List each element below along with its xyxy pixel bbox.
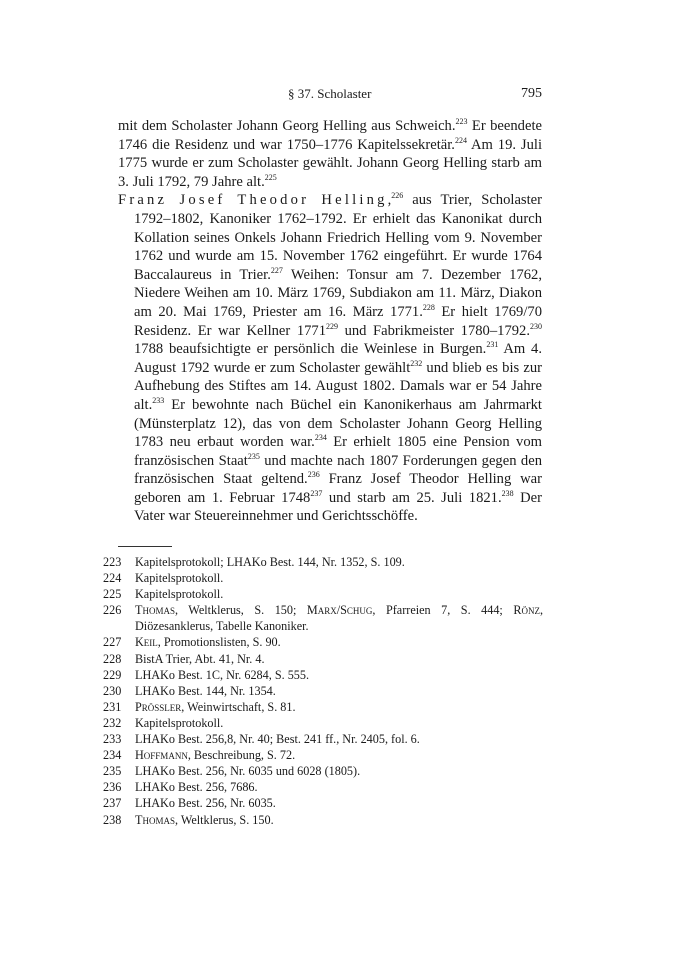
footnote-number: 227	[103, 635, 122, 650]
footnote-ref: 224	[454, 135, 467, 145]
text-run: Er erhielt 1805 eine Pension vom französischen Staat	[134, 434, 542, 469]
text-run: , Weltklerus, S. 150;	[174, 603, 307, 618]
footnote-number: 231	[103, 699, 122, 714]
footnote-number: 228	[103, 651, 122, 666]
body-text	[118, 117, 542, 526]
text-run: Er hielt 1769/70 Residenz. Er war Kellner 1771	[134, 303, 542, 339]
footnote-number: 223	[103, 555, 122, 569]
text-run: , Pfarreien 7, S. 444;	[372, 603, 514, 618]
footnote-text: Kapitelsprotokoll.	[135, 715, 224, 730]
footnote-ref: 225	[264, 172, 277, 182]
footnote	[103, 667, 543, 683]
footnote-number: 235	[103, 764, 122, 779]
author-name: Thomas	[135, 603, 175, 618]
footnote	[103, 715, 543, 731]
text-run: und machte nach 1807 Forderungen gegen den französischen Staat geltend.	[134, 452, 542, 488]
footnote-number: 224	[103, 571, 122, 586]
footnote-text	[135, 747, 543, 763]
footnote-text: LHAKo Best. 256, 7686.	[135, 780, 258, 795]
footnote-ref: 223	[455, 117, 468, 126]
footnote-ref: 236	[307, 470, 320, 480]
footnote	[103, 602, 543, 634]
footnote	[103, 634, 543, 650]
footnote-text: LHAKo Best. 256,8, Nr. 40; Best. 241 ff., Nr. 2405, fol. 6.	[135, 732, 420, 747]
footnote-ref: 229	[326, 321, 339, 331]
footnote-number: 232	[103, 715, 122, 730]
footnote-number: 237	[103, 796, 122, 811]
running-head: § 37. Scholaster	[288, 86, 372, 101]
footnote-ref: 226	[391, 191, 404, 201]
paragraph-continued	[118, 117, 542, 191]
page-number: 795	[521, 86, 542, 101]
footnote-text: LHAKo Best. 256, Nr. 6035 und 6028 (1805).	[135, 764, 361, 779]
footnote-number: 230	[103, 683, 122, 698]
footnote	[103, 570, 543, 586]
footnote	[103, 683, 543, 699]
text-run: , Beschreibung, S. 72.	[187, 748, 296, 763]
author-name: Prössler	[135, 699, 182, 714]
text-run: und starb am 25. Juli 1821.	[322, 489, 502, 506]
footnote-number: 229	[103, 667, 122, 682]
footnote-text	[135, 812, 543, 828]
footnote	[103, 747, 543, 763]
footnote	[103, 812, 543, 828]
footnote-number: 225	[103, 587, 122, 602]
footnote-number: 233	[103, 732, 122, 747]
footnote-text: Kapitelsprotokoll; LHAKo Best. 144, Nr. 1352, S. 109.	[135, 555, 405, 569]
footnote-ref: 233	[152, 395, 165, 405]
text-run: , Weinwirtschaft, S. 81.	[181, 699, 296, 714]
text-run: ,	[387, 192, 392, 209]
text-run: Er beendete 1746 die Residenz und war 1750–1776 Kapitelssekretär.	[118, 118, 542, 153]
text-run: Der Vater war Steuereinnehmer und Gerichtsschöffe.	[134, 489, 542, 525]
text-run: , Diözesanklerus, Tabelle Kanoniker.	[135, 603, 543, 634]
footnote-text	[135, 634, 543, 650]
footnote-ref: 231	[486, 340, 499, 350]
author-name: Rönz	[513, 603, 540, 618]
footnote-text: BistA Trier, Abt. 41, Nr. 4.	[135, 651, 265, 666]
person-name: Franz Josef Theodor Helling	[118, 192, 388, 209]
footnote-text: LHAKo Best. 1C, Nr. 6284, S. 555.	[135, 667, 310, 682]
author-name: Keil	[135, 635, 158, 650]
footnote	[103, 763, 543, 779]
text-run: Am 4. August 1792 wurde er zum Scholaster gewählt	[134, 341, 542, 376]
text-run: aus Trier, Scholaster 1792–1802, Kanoniker 1762–1792. Er erhielt das Kanonikat durch Kollation seines Onkels Johann Friedrich Helling vom 9. November 1762 und wurde am 15. November 1762 eingeführt. Er wurde 1764 Baccalaureus in Trier.	[134, 192, 542, 283]
text-run: 1788 beaufsichtigte er persönlich die Weinlese in Burgen.	[134, 341, 487, 358]
footnote-number: 236	[103, 780, 122, 795]
footnote	[103, 795, 543, 811]
footnote-text: Kapitelsprotokoll.	[135, 587, 224, 602]
footnote-number: 238	[103, 812, 122, 827]
footnote	[103, 586, 543, 602]
author-name: Thomas	[135, 812, 175, 827]
author-name: Hoffmann	[135, 748, 188, 763]
text-run: Franz Josef Theodor Helling war geboren am 1. Februar 1748	[134, 471, 543, 506]
paragraph-entry-helling	[118, 191, 542, 526]
footnote-text: Kapitelsprotokoll.	[135, 571, 224, 586]
text-run: , Weltklerus, S. 150.	[174, 812, 274, 827]
footnote	[103, 554, 543, 570]
footnote	[103, 699, 543, 715]
text-run: und Fabrikmeister 1780–1792.	[338, 322, 530, 339]
footnote-ref: 227	[270, 265, 283, 275]
text-run: mit dem Scholaster Johann Georg Helling aus Schweich.	[118, 118, 456, 134]
page-header	[118, 86, 542, 104]
footnote-number: 234	[103, 748, 122, 763]
footnote-text: LHAKo Best. 144, Nr. 1354.	[135, 683, 276, 698]
footnote-text: LHAKo Best. 256, Nr. 6035.	[135, 796, 276, 811]
text-run: Am 19. Juli 1775 wurde er zum Scholaster gewählt. Johann Georg Helling starb am 3. Juli 1792, 79 Jahre alt.	[118, 136, 543, 190]
footnote-ref: 237	[310, 488, 323, 498]
footnote-ref: 228	[422, 302, 435, 312]
footnote-text	[135, 699, 543, 715]
author-name: Marx/Schug	[306, 603, 373, 618]
footnote-ref: 234	[314, 433, 327, 443]
footnote-number: 226	[103, 603, 122, 618]
text-run: Weihen: Tonsur am 7. Dezember 1762, Niedere Weihen am 10. März 1769, Subdiakon am 11. März, Diakon am 20. Mai 1769, Priester am 16. März 1771.	[134, 266, 542, 320]
footnote-ref: 230	[530, 321, 542, 331]
text-run: und blieb es bis zur Aufhebung des Stiftes am 14. August 1802. Damals war er 54 Jahre alt.	[134, 359, 542, 413]
footnote-ref: 235	[247, 451, 260, 461]
footnote-ref: 232	[410, 358, 423, 368]
footnote	[103, 651, 543, 667]
footnote	[103, 779, 543, 795]
text-run: Er bewohnte nach Büchel ein Kanonikerhaus am Jahrmarkt (Münsterplatz 12), das von dem Scholaster Johann Georg Helling 1783 neu erbaut worden war.	[134, 396, 542, 451]
text-run: , Promotionslisten, S. 90.	[157, 635, 281, 650]
footnotes	[103, 554, 543, 828]
footnote-separator	[118, 546, 172, 547]
footnote-text	[135, 602, 543, 634]
footnote-ref: 238	[501, 488, 514, 498]
footnote	[103, 731, 543, 747]
